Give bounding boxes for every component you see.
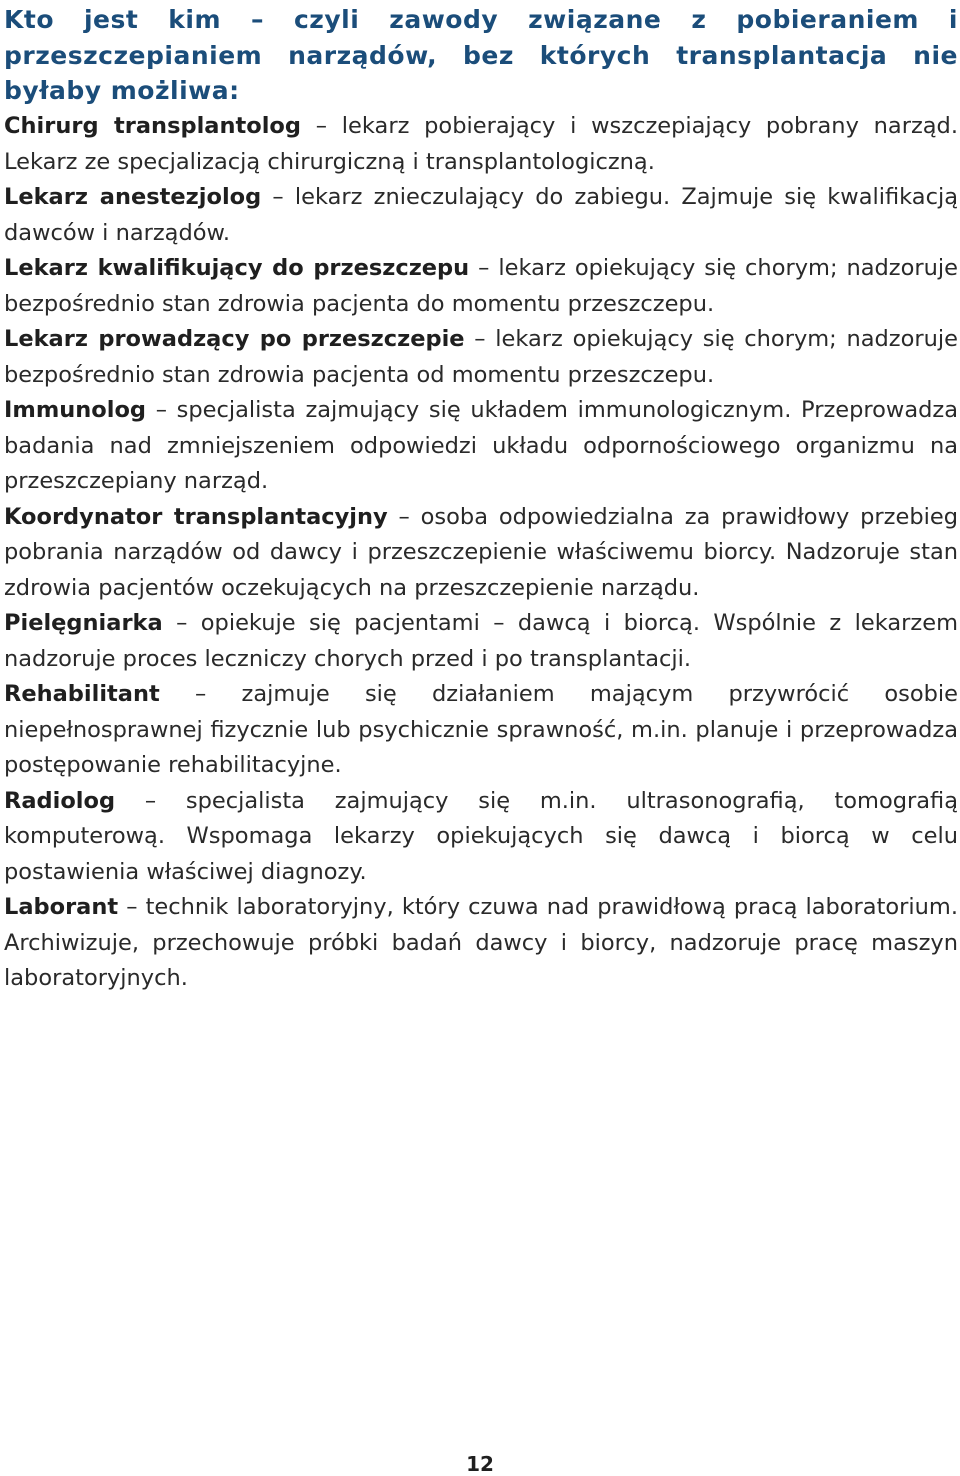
entry-separator: –: [469, 255, 499, 281]
entry-term: Laborant: [4, 894, 119, 920]
glossary-entry: [4, 500, 958, 607]
entry-separator: –: [300, 113, 342, 139]
glossary-entry: [4, 890, 958, 997]
entry-term: Lekarz prowadzący po przeszczepie: [4, 326, 465, 352]
glossary-entry: [4, 393, 958, 500]
entry-term: Pielęgniarka: [4, 610, 163, 636]
entry-description: specjalista zajmujący się układem immunologicznym. Przeprowadza badania nad zmniejszeniem odpowiedzi układu odpornościowego organizmu na przeszczepiany narząd.: [4, 397, 958, 494]
entry-term: Koordynator transplantacyjny: [4, 503, 388, 530]
entry-separator: –: [159, 681, 242, 707]
entry-description: lekarz pobierający i wszczepiający pobrany narząd. Lekarz ze specjalizacją chirurgiczną i transplantologiczną.: [4, 113, 958, 175]
entry-description: specjalista zajmujący się m.in. ultrasonografią, tomografią komputerową. Wspomaga lekarzy opiekujących się dawcą i biorcą w celu postawienia właściwej diagnozy.: [4, 787, 958, 885]
entry-description: lekarz opiekujący się chorym; nadzoruje bezpośrednio stan zdrowia pacjenta do momentu przeszczepu.: [4, 255, 958, 317]
page-title: Kto jest kim – czyli zawody związane z pobieraniem i przeszczepianiem narządów, bez których transplantacja nie byłaby możliwa:: [4, 5, 958, 105]
glossary-list: [4, 109, 958, 997]
entry-separator: –: [464, 326, 496, 352]
glossary-entry: [4, 322, 958, 393]
glossary-entry: [4, 180, 958, 251]
entry-term: Immunolog: [4, 397, 147, 423]
glossary-entry: [4, 784, 958, 891]
glossary-entry: [4, 606, 958, 677]
glossary-entry: [4, 677, 958, 784]
entry-description: opiekuje się pacjentami – dawcą i biorcą. Wspólnie z lekarzem nadzoruje proces leczniczy chorych przed i po transplantacji.: [4, 610, 958, 672]
glossary-entry: [4, 109, 958, 180]
entry-description: lekarz znieczulający do zabiegu. Zajmuje się kwalifikacją dawców i narządów.: [4, 184, 958, 246]
entry-term: Chirurg transplantolog: [4, 113, 301, 139]
entry-term: Lekarz anestezjolog: [4, 184, 262, 210]
entry-separator: –: [115, 787, 186, 814]
entry-separator: –: [146, 397, 177, 423]
entry-separator: –: [261, 184, 295, 210]
entry-term: Rehabilitant: [4, 681, 160, 707]
entry-separator: –: [162, 610, 201, 636]
entry-separator: –: [387, 503, 421, 530]
entry-description: osoba odpowiedzialna za prawidłowy przebieg pobrania narządów od dawcy i przeszczepienie właściwemu biorcy. Nadzoruje stan zdrowia pacjentów oczekujących na przeszczepienie narządu.: [4, 503, 958, 601]
entry-description: technik laboratoryjny, który czuwa nad prawidłową pracą laboratorium. Archiwizuje, przechowuje próbki badań dawcy i biorcy, nadzoruje pracę maszyn laboratoryjnych.: [4, 894, 958, 991]
page-number: 12: [466, 1452, 494, 1476]
entry-separator: –: [118, 894, 146, 920]
entry-term: Radiolog: [4, 787, 116, 814]
glossary-entry: [4, 251, 958, 322]
entry-term: Lekarz kwalifikujący do przeszczepu: [4, 255, 470, 281]
entry-description: zajmuje się działaniem mającym przywrócić osobie niepełnosprawnej fizycznie lub psychicznie sprawność, m.in. planuje i przeprowadza postępowanie rehabilitacyjne.: [4, 681, 958, 778]
entry-description: lekarz opiekujący się chorym; nadzoruje bezpośrednio stan zdrowia pacjenta od momentu przeszczepu.: [4, 326, 958, 388]
